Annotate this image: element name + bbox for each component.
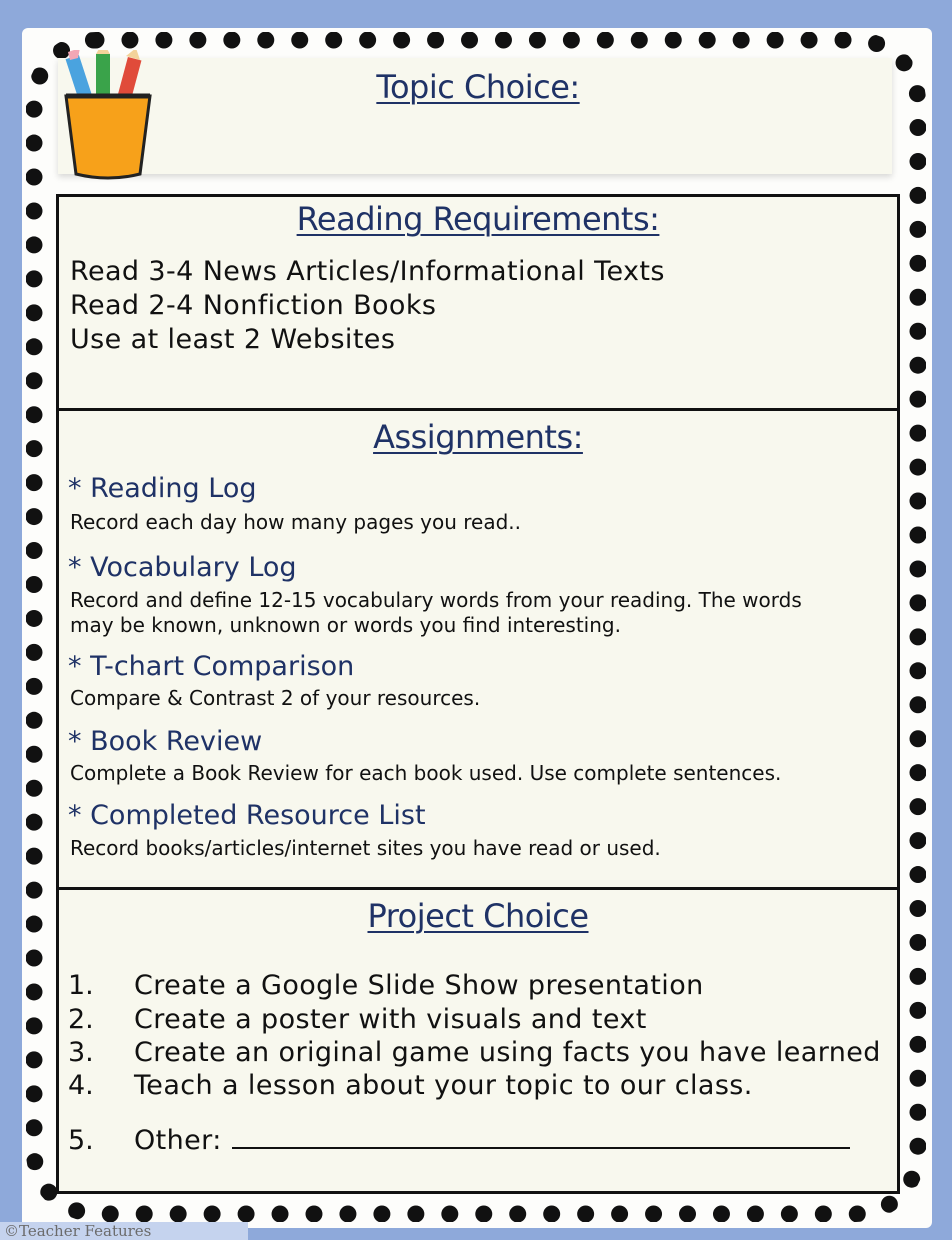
assignment-desc: Record each day how many pages you read.. [70, 510, 522, 534]
reading-line: Read 2-4 Nonfiction Books [70, 290, 437, 321]
project-option: Create a poster with visuals and text [134, 1004, 647, 1035]
section-divider [56, 408, 900, 411]
other-label: Other: [134, 1125, 222, 1156]
assignment-title: * T-chart Comparison [68, 651, 355, 682]
option-number: 5. [68, 1125, 94, 1156]
assignment-desc: Complete a Book Review for each book used. Use complete sentences. [70, 761, 782, 785]
option-number: 2. [68, 1004, 94, 1035]
reading-line: Read 3-4 News Articles/Informational Texts [70, 256, 665, 287]
assignment-title: * Book Review [68, 726, 263, 757]
project-option: Create an original game using facts you have learned [134, 1037, 881, 1068]
topic-choice-heading: Topic Choice: [376, 68, 580, 106]
assignments-heading: Assignments: [373, 418, 583, 456]
assignment-desc: Compare & Contrast 2 of your resources. [70, 686, 481, 710]
project-option: Teach a lesson about your topic to our class. [134, 1070, 753, 1101]
assignment-desc: may be known, unknown or words you find interesting. [70, 613, 621, 637]
reading-requirements-heading: Reading Requirements: [296, 200, 660, 238]
copyright-credit: ©Teacher Features [0, 1222, 248, 1240]
project-option-other [134, 1125, 850, 1156]
assignment-desc: Record books/articles/internet sites you have read or used. [70, 836, 661, 860]
assignment-title: * Reading Log [68, 473, 257, 504]
project-choice-heading: Project Choice [367, 897, 589, 935]
assignment-desc: Record and define 12-15 vocabulary words from your reading. The words [70, 588, 802, 612]
project-option: Create a Google Slide Show presentation [134, 970, 704, 1001]
other-write-in-line[interactable] [232, 1133, 850, 1149]
assignment-title: * Completed Resource List [68, 800, 426, 831]
option-number: 3. [68, 1037, 94, 1068]
reading-line: Use at least 2 Websites [70, 324, 396, 355]
section-divider [56, 887, 900, 890]
option-number: 1. [68, 970, 94, 1001]
option-number: 4. [68, 1070, 94, 1101]
assignment-title: * Vocabulary Log [68, 552, 297, 583]
